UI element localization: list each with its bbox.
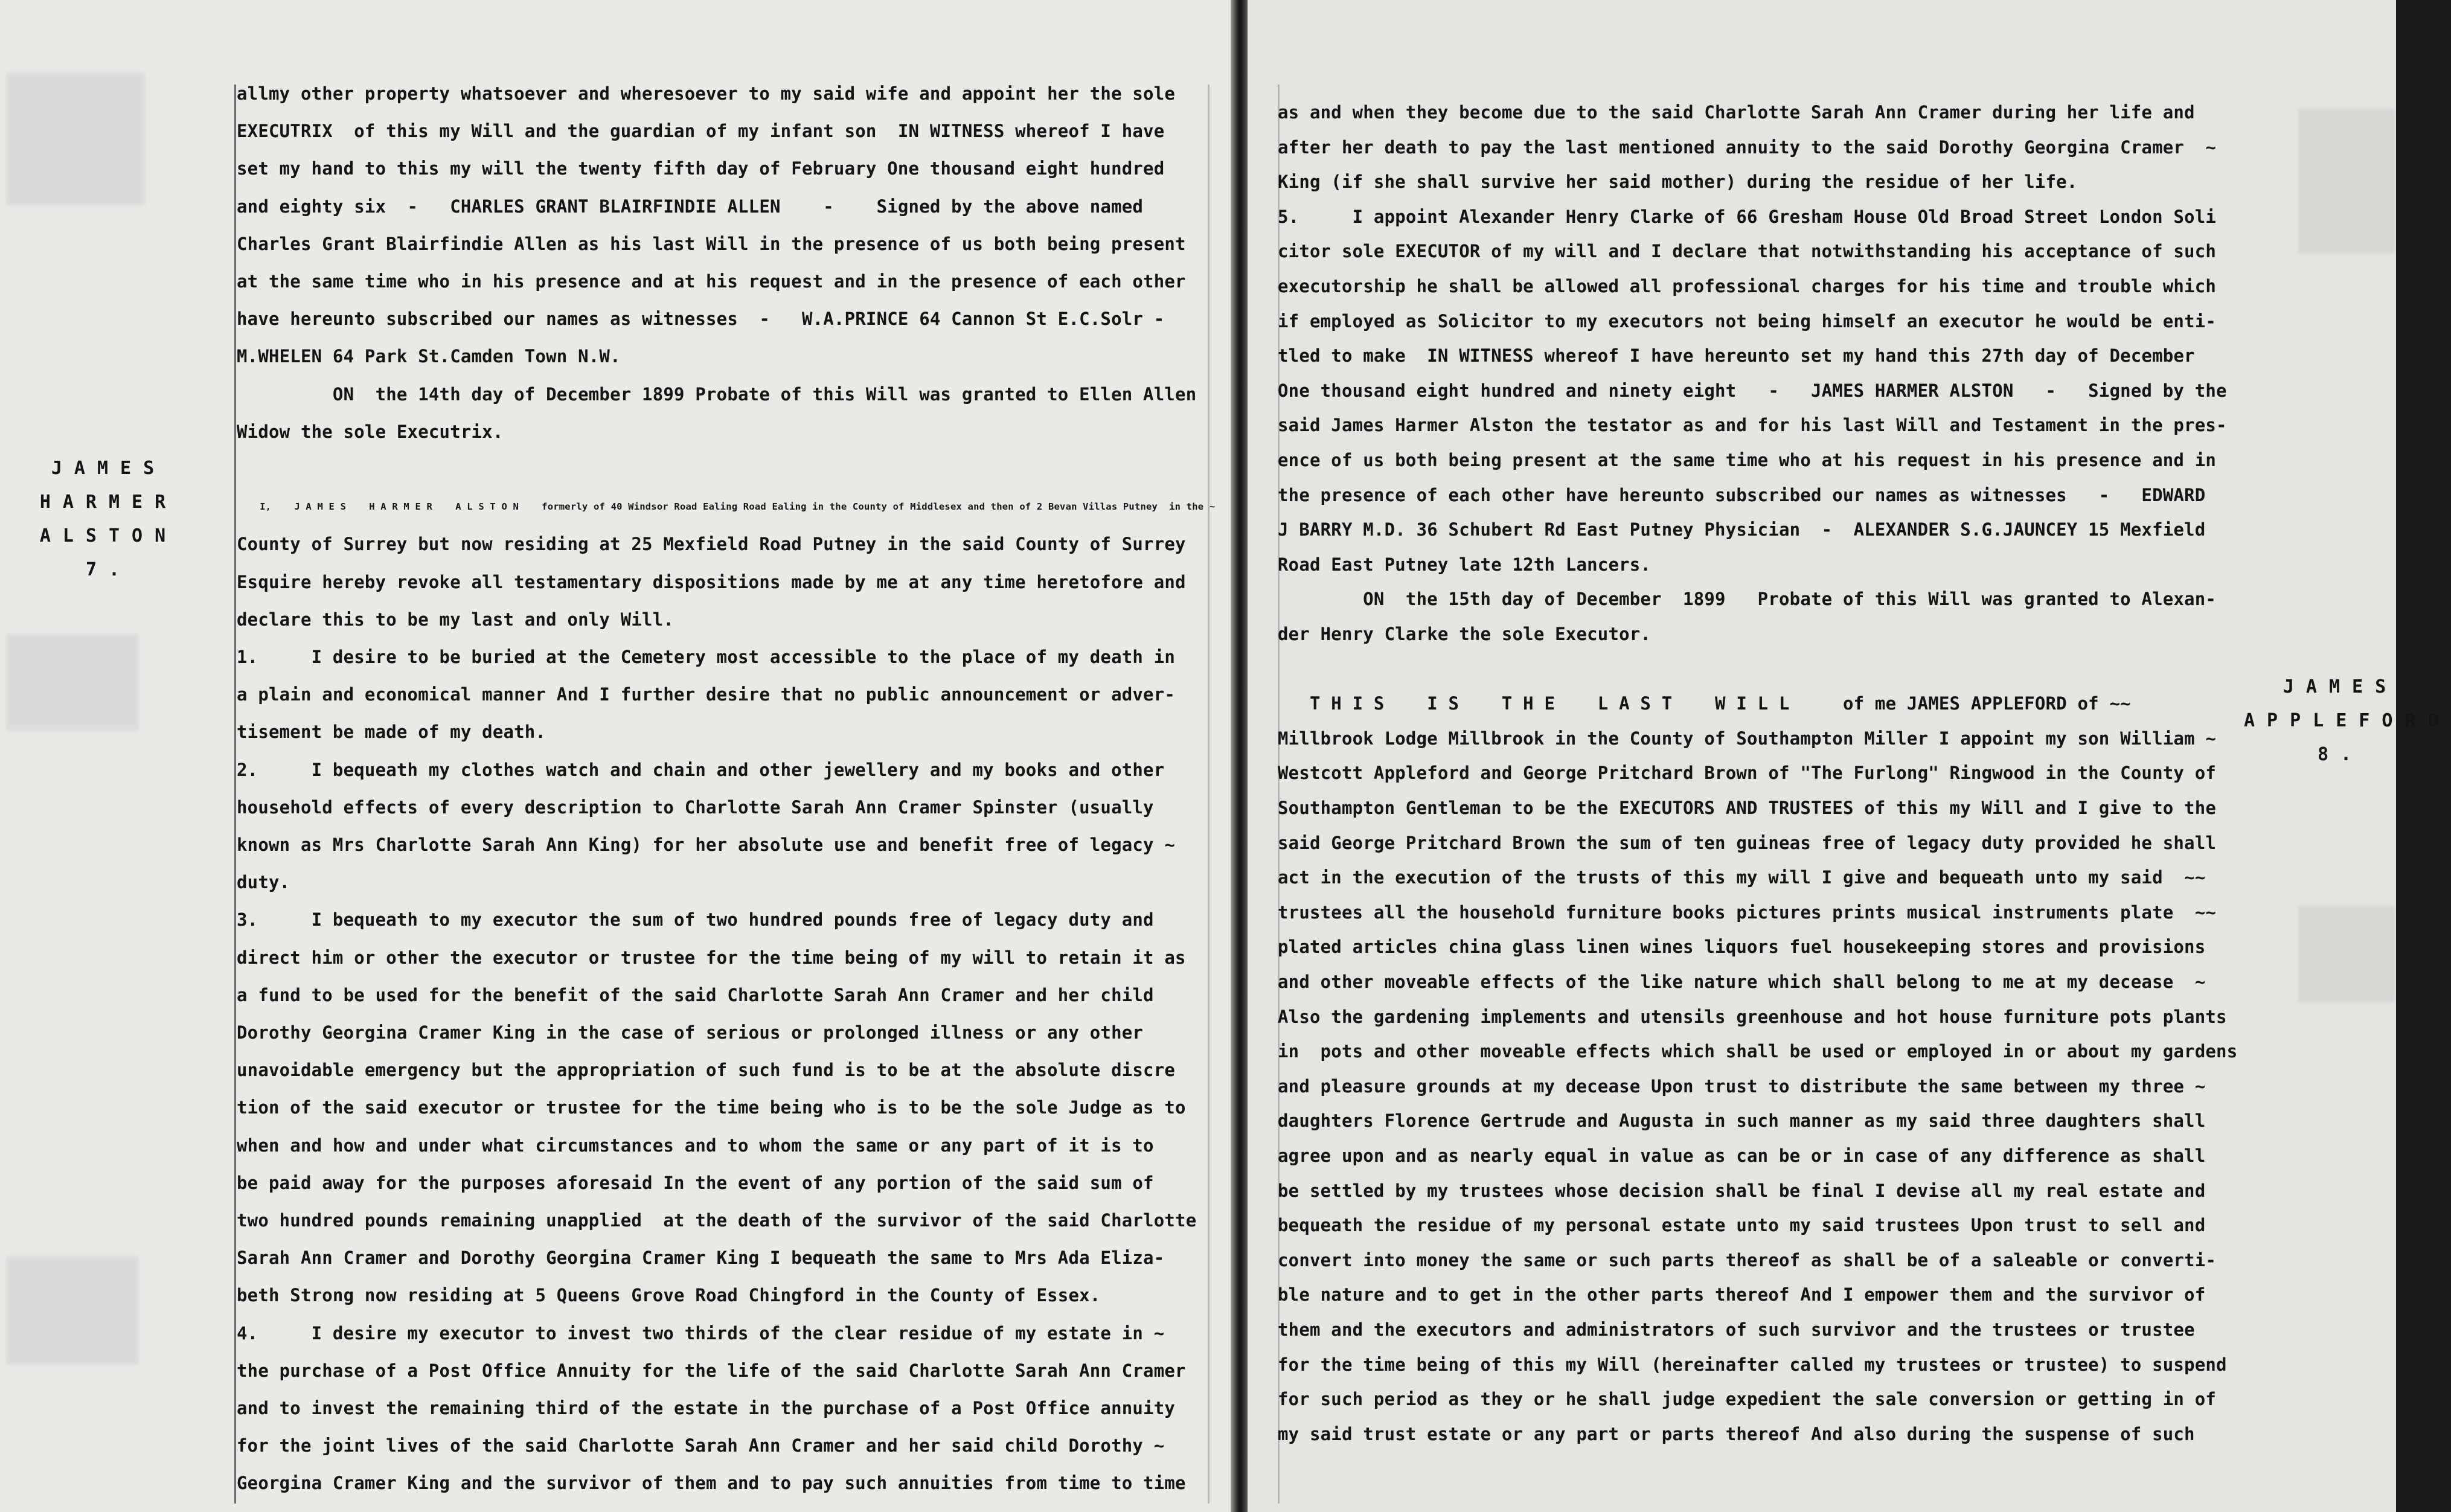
text-line: Sarah Ann Cramer and Dorothy Georgina Cramer King I bequeath the same to Mrs Ada Eliza-: [237, 1248, 1165, 1269]
text-line: a plain and economical manner And I further desire that no public announcement or adver-: [237, 684, 1176, 705]
text-line: agree upon and as nearly equal in value as can be or in case of any difference as shall: [1278, 1145, 2206, 1166]
text-line: citor sole EXECUTOR of my will and I declare that notwithstanding his acceptance of such: [1278, 241, 2217, 262]
text-line: 3. I bequeath to my executor the sum of two hundred pounds free of legacy duty and: [237, 909, 1154, 931]
text-line: Millbrook Lodge Millbrook in the County of Southampton Miller I appoint my son William ~: [1278, 728, 2217, 749]
text-line: 4. I desire my executor to invest two thirds of the clear residue of my estate in ~: [237, 1322, 1165, 1344]
text-line: and eighty six - CHARLES GRANT BLAIRFINDIE ALLEN - Signed by the above named: [237, 196, 1144, 217]
text-line: in pots and other moveable effects which shall be used or employed in or about my gardens: [1278, 1041, 2238, 1062]
bleed-through: [2298, 906, 2395, 1002]
margin-note-line: APPLEFORD: [2244, 710, 2451, 731]
text-line: duty.: [237, 872, 290, 893]
text-line: 5. I appoint Alexander Henry Clarke of 66 Gresham House Old Broad Street London Soli: [1278, 206, 2217, 227]
text-line: the presence of each other have hereunto subscribed our names as witnesses - EDWARD: [1278, 484, 2206, 505]
text-line: ON the 14th day of December 1899 Probate of this Will was granted to Ellen Allen: [237, 383, 1197, 405]
text-line: for such period as they or he shall judge expedient the sale conversion or getting in of: [1278, 1389, 2217, 1410]
text-line: Esquire hereby revoke all testamentary dispositions made by me at any time heretofore and: [237, 571, 1186, 592]
book-gutter: [1231, 0, 1248, 1512]
text-line: Georgina Cramer King and the survivor of them and to pay such annuities from time to time: [237, 1473, 1186, 1494]
text-line: two hundred pounds remaining unapplied at the death of the survivor of the said Charlotte: [237, 1210, 1197, 1231]
text-line: Dorothy Georgina Cramer King in the case of serious or prolonged illness or any other: [237, 1022, 1144, 1043]
margin-note-line: 8.: [2317, 744, 2364, 765]
text-line: direct him or other the executor or trustee for the time being of my will to retain it as: [237, 947, 1186, 968]
bleed-through: [2298, 109, 2395, 254]
text-line: Road East Putney late 12th Lancers.: [1278, 554, 1652, 575]
text-line: declare this to be my last and only Will.: [237, 609, 674, 630]
text-line: Westcott Appleford and George Pritchard Brown of "The Furlong" Ringwood in the County of: [1278, 763, 2217, 784]
text-line: ON the 15th day of December 1899 Probate of this Will was granted to Alexan-: [1278, 589, 2217, 610]
text-line: der Henry Clarke the sole Executor.: [1278, 624, 1652, 644]
margin-rule: [1208, 85, 1209, 1504]
text-line: be settled by my trustees whose decision shall be final I devise all my real estate and: [1278, 1180, 2206, 1201]
text-line: for the time being of this my Will (hereinafter called my trustees or trustee) to suspend: [1278, 1354, 2227, 1375]
text-line: at the same time who in his presence and at his request and in the presence of each other: [237, 271, 1186, 292]
text-line: beth Strong now residing at 5 Queens Grove Road Chingford in the County of Essex.: [237, 1285, 1101, 1306]
text-line: ble nature and to get in the other parts thereof And I empower them and the survivor of: [1278, 1284, 2206, 1305]
text-line: and pleasure grounds at my decease Upon trust to distribute the same between my three ~: [1278, 1075, 2206, 1097]
text-line: be paid away for the purposes aforesaid In the event of any portion of the said sum of: [237, 1172, 1154, 1193]
text-line: and other moveable effects of the like nature which shall belong to me at my decease ~: [1278, 972, 2206, 992]
text-line: and to invest the remaining third of the estate in the purchase of a Post Office annuity: [237, 1398, 1176, 1418]
text-line: Also the gardening implements and utensils greenhouse and hot house furniture pots plants: [1278, 1006, 2227, 1027]
text-line: the purchase of a Post Office Annuity for the life of the said Charlotte Sarah Ann Cramer: [237, 1360, 1186, 1381]
text-line: unavoidable emergency but the appropriation of such fund is to be at the absolute discre: [237, 1060, 1176, 1081]
text-line: my said trust estate or any part or parts thereof And also during the suspense of such: [1278, 1423, 2195, 1444]
bleed-through: [6, 72, 145, 205]
text-line: Widow the sole Executrix.: [237, 421, 504, 442]
text-line: convert into money the same or such parts thereof as shall be of a saleable or converti-: [1278, 1249, 2217, 1270]
text-line: executorship he shall be allowed all professional charges for his time and trouble which: [1278, 276, 2217, 296]
text-line: 1. I desire to be buried at the Cemetery most accessible to the place of my death in: [237, 647, 1176, 667]
right-page: [1248, 0, 2451, 1512]
text-line: One thousand eight hundred and ninety eight - JAMES HARMER ALSTON - Signed by the: [1278, 380, 2227, 401]
margin-note-line: HARMER: [39, 492, 178, 513]
text-line: tion of the said executor or trustee for the time being who is to be the sole Judge as to: [237, 1097, 1186, 1118]
text-line: allmy other property whatsoever and wheresoever to my said wife and appoint her the sole: [237, 83, 1176, 104]
text-line: said James Harmer Alston the testator as and for his last Will and Testament in the pres-: [1278, 415, 2227, 436]
text-line: them and the executors and administrators of such survivor and the trustees or trustee: [1278, 1319, 2195, 1340]
text-line: if employed as Solicitor to my executors not being himself an executor he would be enti-: [1278, 310, 2217, 332]
text-line: after her death to pay the last mentioned annuity to the said Dorothy Georgina Cramer ~: [1278, 136, 2217, 158]
text-line: daughters Florence Gertrude and Augusta in such manner as my said three daughters shall: [1278, 1110, 2206, 1132]
text-line: ence of us both being present at the same time who at his request in his presence and in: [1278, 450, 2217, 470]
text-line: set my hand to this my will the twenty fifth day of February One thousand eight hundred: [237, 158, 1165, 179]
bleed-through: [6, 1256, 139, 1365]
text-line: tisement be made of my death.: [237, 722, 546, 743]
margin-note-line: ALSTON: [39, 525, 178, 546]
text-line: tled to make IN WITNESS whereof I have hereunto set my hand this 27th day of December: [1278, 345, 2195, 367]
margin-rule: [234, 85, 236, 1504]
text-line: 2. I bequeath my clothes watch and chain and other jewellery and my books and other: [237, 759, 1165, 780]
text-line: King (if she shall survive her said mother) during the residue of her life.: [1278, 171, 2078, 193]
text-line: County of Surrey but now residing at 25 Mexfield Road Putney in the said County of Surrey: [237, 534, 1186, 555]
text-line: have hereunto subscribed our names as witnesses - W.A.PRINCE 64 Cannon St E.C.Solr -: [237, 309, 1165, 330]
bleed-through: [6, 634, 139, 731]
text-line: when and how and under what circumstances and to whom the same or any part of it is to: [237, 1135, 1154, 1156]
margin-note-line: JAMES: [51, 458, 167, 479]
margin-note-line: 7.: [85, 559, 132, 580]
text-line: trustees all the household furniture books pictures prints musical instruments plate ~~: [1278, 902, 2217, 923]
text-line: Charles Grant Blairfindie Allen as his last Will in the presence of us both being present: [237, 233, 1186, 254]
text-line: Southampton Gentleman to be the EXECUTORS AND TRUSTEES of this my Will and I give to the: [1278, 798, 2217, 818]
text-line: household effects of every description to Charlotte Sarah Ann Cramer Spinster (usually: [237, 796, 1154, 818]
text-line: as and when they become due to the said Charlotte Sarah Ann Cramer during her life and: [1278, 102, 2195, 123]
text-line: bequeath the residue of my personal estate unto my said trustees Upon trust to sell and: [1278, 1215, 2206, 1236]
text-line: I, J A M E S H A R M E R A L S T O N formerly of 40 Windsor Road Ealing Road Ealing in the County of Middlesex and then of 2 Bevan Villas Putney in the ~: [237, 501, 1216, 513]
text-line: EXECUTRIX of this my Will and the guardian of my infant son IN WITNESS whereof I have: [237, 121, 1165, 142]
text-line: said George Pritchard Brown the sum of ten guineas free of legacy duty provided he shall: [1278, 832, 2217, 853]
margin-note-line: JAMES: [2283, 676, 2398, 697]
text-line: M.WHELEN 64 Park St.Camden Town N.W.: [237, 346, 621, 367]
text-line: act in the execution of the trusts of this my will I give and bequeath unto my said ~~: [1278, 867, 2206, 888]
text-line: T H I S I S T H E L A S T W I L L of me JAMES APPLEFORD of ~~: [1278, 693, 2131, 714]
text-line: a fund to be used for the benefit of the said Charlotte Sarah Ann Cramer and her child: [237, 984, 1154, 1005]
text-line: for the joint lives of the said Charlotte Sarah Ann Cramer and her said child Dorothy ~: [237, 1435, 1165, 1456]
text-line: known as Mrs Charlotte Sarah Ann King) for her absolute use and benefit free of legacy ~: [237, 834, 1176, 855]
text-line: J BARRY M.D. 36 Schubert Rd East Putney Physician - ALEXANDER S.G.JAUNCEY 15 Mexfield: [1278, 519, 2206, 540]
text-line: plated articles china glass linen wines liquors fuel housekeeping stores and provisions: [1278, 937, 2206, 958]
